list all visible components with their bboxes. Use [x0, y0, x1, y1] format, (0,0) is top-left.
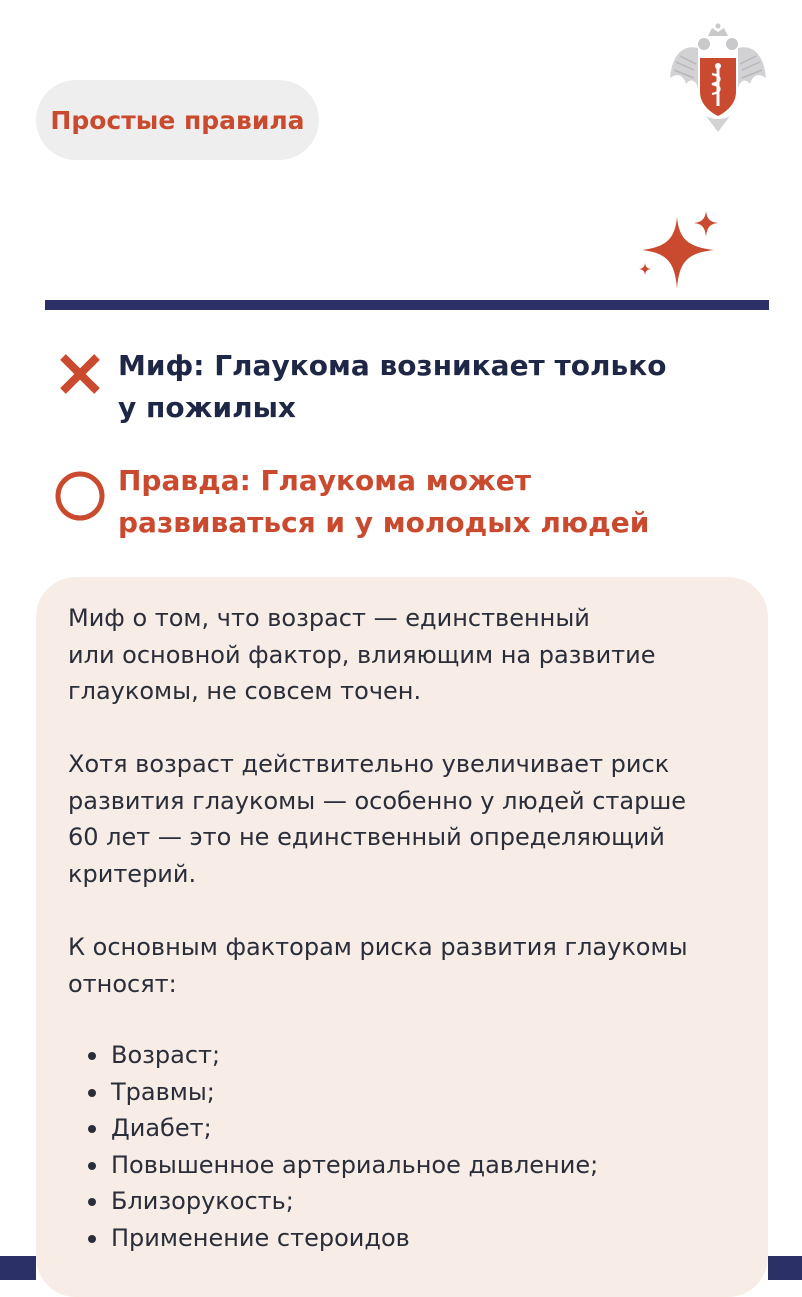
card-paragraph-3: К основным факторам риска развития глаукомы относят: — [68, 933, 688, 998]
list-item: Применение стероидов — [88, 1220, 598, 1257]
bottom-bar-right — [768, 1256, 802, 1280]
list-item: Травмы; — [88, 1074, 598, 1111]
section-label: Простые правила — [50, 105, 305, 135]
cross-icon — [58, 352, 102, 396]
card-paragraph-2: Хотя возраст действительно увеличивает риск развития глаукомы — особенно у людей старше 60 лет — это не единственный определяющий критерий. — [68, 750, 687, 888]
risk-factor-list — [88, 1037, 598, 1256]
bottom-bar-left — [0, 1256, 36, 1280]
circle-icon — [54, 470, 106, 522]
section-divider — [45, 300, 769, 310]
list-item: Повышенное артериальное давление; — [88, 1147, 598, 1184]
ministry-emblem-icon — [664, 22, 772, 134]
truth-statement: Правда: Глаукома может развиваться и у молодых людей — [118, 464, 650, 539]
sparkle-icon — [630, 205, 725, 295]
list-item: Диабет; — [88, 1110, 598, 1147]
card-paragraph-1: Миф о том, что возраст — единственный или основной фактор, влияющим на развитие глаукомы, не совсем точен. — [68, 604, 656, 705]
section-label-pill — [36, 80, 319, 160]
list-item: Возраст; — [88, 1037, 598, 1074]
myth-statement: Миф: Глаукома возникает только у пожилых — [118, 349, 667, 424]
list-item: Близорукость; — [88, 1183, 598, 1220]
